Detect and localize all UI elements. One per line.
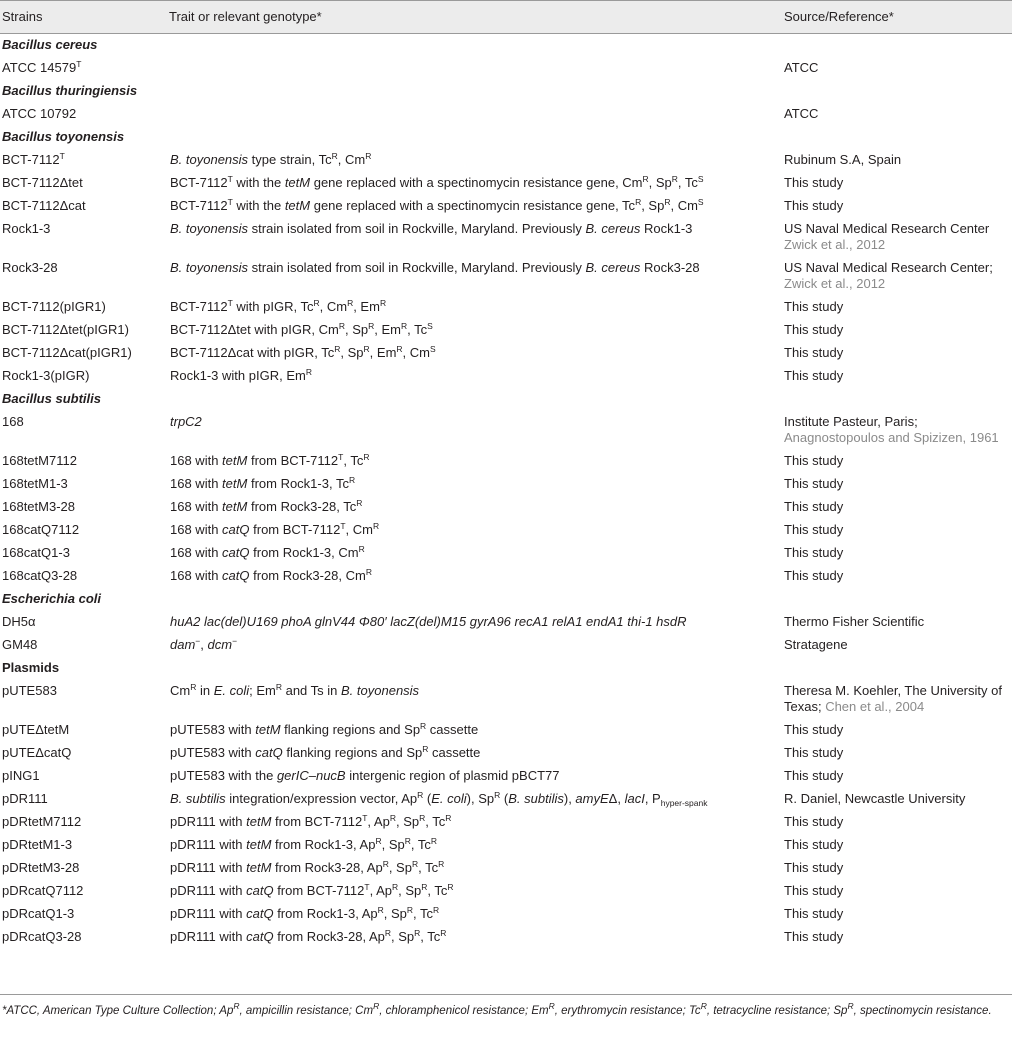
table-row (0, 610, 1012, 633)
source-cell: This study (784, 476, 844, 491)
trait-cell: pUTE583 with the gerIC–nucB intergenic region of plasmid pBCT77 (170, 768, 560, 783)
group-label: Bacillus toyonensis (2, 129, 125, 144)
table-row (0, 341, 1012, 364)
source-cell: This study (784, 722, 844, 737)
table-row (0, 217, 1012, 256)
trait-cell: 168 with tetM from Rock3-28, $Tc^R$ (170, 498, 363, 514)
source-cell: This study (784, 545, 844, 560)
table-row (0, 518, 1012, 541)
trait-cell: pDR111 with catQ from BCT-$7112^T$, $Ap^R$, $Sp^R$, $Tc^R$ (170, 882, 454, 898)
source-cell: This study (784, 568, 844, 583)
source-cell: This study (784, 929, 844, 944)
table-footnote: *ATCC, American Type Culture Collection; $Ap^R$, ampicillin resistance; $Cm^R$, chloramphenicol resistance; $Em^R$, erythromycin resistance; $Tc^R$, tetracycline resistance; $Sp^R$, spectinomycin resistance. (2, 1001, 992, 1017)
strain-cell: Rock1-3 (2, 221, 51, 236)
group-label: Bacillus thuringiensis (2, 83, 138, 98)
source-cell: This study (784, 883, 844, 898)
trait-cell: dam−, dcm− (170, 636, 238, 652)
table-row (0, 56, 1012, 79)
strain-cell: 168tetM3-28 (2, 499, 75, 514)
source-cell: This study (784, 837, 844, 852)
trait-cell: BCT-7112Δtet with pIGR, $Cm^R$, $Sp^R$, $Em^R$, $Tc^S$ (170, 321, 433, 337)
trait-cell: BCT-$7112^T$ with pIGR, $Tc^R$, $Cm^R$, $Em^R$ (170, 298, 387, 314)
source-cell: This study (784, 522, 844, 537)
strain-cell: 168 (2, 414, 24, 429)
trait-cell: BCT-7112Δcat with pIGR, $Tc^R$, $Sp^R$, $Em^R$, $Cm^S$ (170, 344, 436, 360)
strain-cell: ATCC 10792 (2, 106, 77, 121)
source-cell: This study (784, 368, 844, 383)
strain-cell: BCT-7112(pIGR1) (2, 299, 106, 314)
source-cell: This study (784, 175, 844, 190)
trait-cell: pUTE583 with catQ flanking regions and $Sp^R$ cassette (170, 744, 481, 760)
source-cell: Institute Pasteur, Paris; Anagnostopoulos and Spizizen, 1961 (784, 414, 999, 445)
trait-cell: 168 with catQ from Rock1-3, $Cm^R$ (170, 544, 365, 560)
table-row (0, 256, 1012, 295)
trait-cell: 168 with catQ from Rock3-28, $Cm^R$ (170, 567, 372, 583)
group-header-row (0, 587, 1012, 610)
strain-cell: pDRtetM7112 (2, 814, 82, 829)
source-cell: Stratagene (784, 637, 848, 652)
strain-cell: pDRcatQ7112 (2, 883, 84, 898)
table-row (0, 318, 1012, 341)
trait-cell: pDR111 with tetM from Rock1-3, $Ap^R$, $Sp^R$, $Tc^R$ (170, 836, 437, 852)
table-row (0, 902, 1012, 925)
table-row (0, 472, 1012, 495)
table-row (0, 171, 1012, 194)
strain-cell: pUTE583 (2, 683, 57, 698)
trait-cell: trpC2 (170, 414, 202, 429)
source-cell: ATCC (784, 106, 819, 121)
group-label: Plasmids (2, 660, 60, 675)
source-cell: This study (784, 198, 844, 213)
trait-cell: B. subtilis integration/expression vector, $Ap^R$ (E. coli), $Sp^R$ (B. subtilis), amyEΔ, lacI, $P_{hyper-spank}$ (170, 790, 708, 808)
trait-cell: B. toyonensis strain isolated from soil in Rockville, Maryland. Previously B. cereus Rock3-28 (170, 260, 700, 275)
strain-cell: pDRtetM3-28 (2, 860, 80, 875)
source-cell: Theresa M. Koehler, The University of Texas; Chen et al., 2004 (784, 683, 1002, 714)
table-row (0, 194, 1012, 217)
trait-cell: 168 with catQ from BCT-$7112^T$, $Cm^R$ (170, 521, 380, 537)
strain-cell: BCT-7112Δtet(pIGR1) (2, 322, 129, 337)
source-cell: Thermo Fisher Scientific (784, 614, 925, 629)
trait-cell: BCT-$7112^T$ with the tetM gene replaced with a spectinomycin resistance gene, $Tc^R$, $Sp^R$, $Cm^S$ (170, 197, 704, 213)
strain-cell: pDRtetM1-3 (2, 837, 73, 852)
source-cell: This study (784, 768, 844, 783)
header-trait: Trait or relevant genotype* (167, 0, 779, 33)
trait-cell: 168 with tetM from BCT-$7112^T$, $Tc^R$ (170, 452, 370, 468)
source-cell: US Naval Medical Research Center Zwick et al., 2012 (784, 221, 990, 252)
source-cell: This study (784, 499, 844, 514)
strain-cell: BCT-$7112^T$ (2, 151, 65, 167)
group-label: Escherichia coli (2, 591, 101, 606)
trait-cell: Rock1-3 with pIGR, $Em^R$ (170, 367, 312, 383)
source-cell: This study (784, 906, 844, 921)
trait-cell: $Cm^R$ in E. coli; $Em^R$ and Ts in B. toyonensis (170, 682, 420, 698)
strain-cell: BCT-7112Δcat(pIGR1) (2, 345, 132, 360)
strain-cell: pDR111 (2, 791, 48, 806)
table-row (0, 741, 1012, 764)
table-row (0, 541, 1012, 564)
trait-cell: pUTE583 with tetM flanking regions and $Sp^R$ cassette (170, 721, 479, 737)
table-row (0, 787, 1012, 810)
table-row (0, 833, 1012, 856)
source-cell: Rubinum S.A, Spain (784, 152, 902, 167)
group-label: Bacillus subtilis (2, 391, 101, 406)
table-row (0, 764, 1012, 787)
table-row (0, 679, 1012, 718)
strain-cell: Rock1-3(pIGR) (2, 368, 90, 383)
strain-cell: pING1 (2, 768, 40, 783)
table-row (0, 810, 1012, 833)
strain-cell: DH5α (2, 614, 36, 629)
group-header-row (0, 33, 1012, 56)
table-row (0, 879, 1012, 902)
group-header-row (0, 656, 1012, 679)
table-body (0, 33, 1012, 948)
table-row (0, 633, 1012, 656)
trait-cell: huA2 lac(del)U169 phoA glnV44 Φ80′ lacZ(del)M15 gyrA96 recA1 relA1 endA1 thi-1 hsdR (170, 614, 687, 629)
table-row (0, 495, 1012, 518)
table-row (0, 364, 1012, 387)
strain-cell: GM48 (2, 637, 38, 652)
strain-cell: pUTEΔcatQ (2, 745, 72, 760)
group-label: Bacillus cereus (2, 37, 98, 52)
source-cell: This study (784, 345, 844, 360)
trait-cell: B. toyonensis strain isolated from soil in Rockville, Maryland. Previously B. cereus Rock1-3 (170, 221, 693, 236)
source-cell: This study (784, 814, 844, 829)
source-cell: This study (784, 860, 844, 875)
table-row (0, 148, 1012, 171)
strain-cell: BCT-7112Δtet (2, 175, 83, 190)
group-header-row (0, 125, 1012, 148)
header-source: Source/Reference* (779, 0, 1012, 33)
table-row (0, 410, 1012, 449)
strain-cell: BCT-7112Δcat (2, 198, 86, 213)
source-cell: This study (784, 453, 844, 468)
source-cell: US Naval Medical Research Center; Zwick et al., 2012 (784, 260, 993, 291)
table-row (0, 564, 1012, 587)
trait-cell (167, 102, 779, 125)
table-row (0, 295, 1012, 318)
strain-cell: 168catQ1-3 (2, 545, 70, 560)
header-strains: Strains (0, 0, 167, 33)
strain-cell: 168tetM7112 (2, 453, 77, 468)
strain-cell: ATCC $14579^T$ (2, 59, 82, 75)
table-row (0, 925, 1012, 948)
source-cell: ATCC (784, 60, 819, 75)
table-row (0, 449, 1012, 472)
source-cell: This study (784, 322, 844, 337)
strain-cell: 168catQ7112 (2, 522, 80, 537)
bottom-rule (0, 994, 1012, 995)
source-cell: This study (784, 299, 844, 314)
trait-cell: BCT-$7112^T$ with the tetM gene replaced with a spectinomycin resistance gene, $Cm^R$, $Sp^R$, $Tc^S$ (170, 174, 704, 190)
table-row (0, 102, 1012, 125)
trait-cell: pDR111 with tetM from Rock3-28, $Ap^R$, $Sp^R$, $Tc^R$ (170, 859, 445, 875)
trait-cell: B. toyonensis type strain, $Tc^R$, $Cm^R$ (170, 151, 372, 167)
trait-cell: pDR111 with tetM from BCT-$7112^T$, $Ap^R$, $Sp^R$, $Tc^R$ (170, 813, 452, 829)
strain-cell: 168tetM1-3 (2, 476, 68, 491)
trait-cell: pDR111 with catQ from Rock1-3, $Ap^R$, $Sp^R$, $Tc^R$ (170, 905, 440, 921)
trait-cell: 168 with tetM from Rock1-3, $Tc^R$ (170, 475, 356, 491)
table-row (0, 856, 1012, 879)
table-row (0, 718, 1012, 741)
trait-cell (167, 56, 779, 79)
strain-cell: pDRcatQ1-3 (2, 906, 75, 921)
table-header (0, 0, 1012, 33)
source-cell: This study (784, 745, 844, 760)
source-cell: R. Daniel, Newcastle University (784, 791, 966, 806)
header-rule (0, 33, 1012, 34)
trait-cell: pDR111 with catQ from Rock3-28, $Ap^R$, $Sp^R$, $Tc^R$ (170, 928, 447, 944)
strain-cell: Rock3-28 (2, 260, 58, 275)
group-header-row (0, 387, 1012, 410)
strain-cell: pUTEΔtetM (2, 722, 70, 737)
top-rule (0, 0, 1012, 1)
group-header-row (0, 79, 1012, 102)
strain-cell: 168catQ3-28 (2, 568, 78, 583)
strain-cell: pDRcatQ3-28 (2, 929, 82, 944)
